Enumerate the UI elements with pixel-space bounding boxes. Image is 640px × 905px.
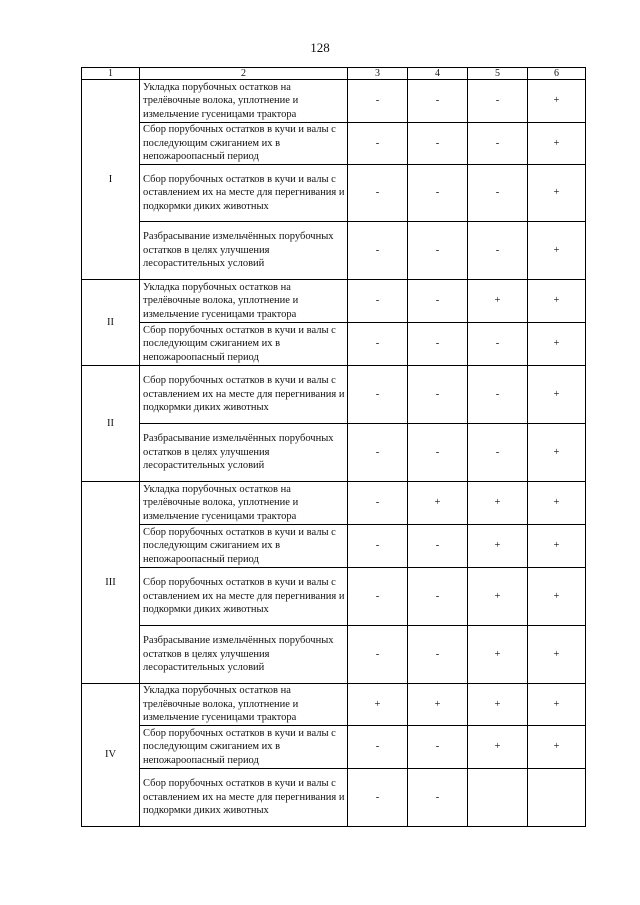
row-description: Сбор порубочных остатков в кучи и валы с оставлением их на месте для перегнивания и подкормки диких животных — [140, 769, 348, 827]
table-row — [82, 80, 586, 123]
group-label: III — [82, 482, 140, 684]
mark-cell — [528, 769, 586, 827]
mark-cell: - — [348, 165, 408, 222]
table-row — [82, 366, 586, 424]
mark-cell: - — [348, 80, 408, 123]
mark-cell: + — [468, 626, 528, 684]
mark-cell: + — [528, 222, 586, 280]
page-number: 128 — [310, 40, 330, 55]
column-header: 3 — [348, 68, 408, 80]
row-description: Сбор порубочных остатков в кучи и валы с оставлением их на месте для перегнивания и подкормки диких животных — [140, 165, 348, 222]
mark-cell: - — [468, 165, 528, 222]
column-header: 6 — [528, 68, 586, 80]
group-label: I — [82, 80, 140, 280]
mark-cell: - — [348, 769, 408, 827]
mark-cell: + — [348, 684, 408, 726]
mark-cell: + — [528, 323, 586, 366]
mark-cell: - — [348, 568, 408, 626]
mark-cell: - — [348, 424, 408, 482]
mark-cell: - — [408, 626, 468, 684]
mark-cell: - — [408, 222, 468, 280]
mark-cell: - — [408, 568, 468, 626]
mark-cell: - — [408, 424, 468, 482]
mark-cell: + — [528, 123, 586, 165]
table-row — [82, 424, 586, 482]
mark-cell: - — [348, 280, 408, 323]
mark-cell: + — [528, 80, 586, 123]
mark-cell: - — [348, 525, 408, 568]
table-row — [82, 726, 586, 769]
table-row — [82, 222, 586, 280]
mark-cell: - — [408, 123, 468, 165]
mark-cell: - — [408, 769, 468, 827]
table-row — [82, 123, 586, 165]
mark-cell: - — [408, 80, 468, 123]
row-description: Разбрасывание измельчённых порубочных остатков в целях улучшения лесорастительных условий — [140, 222, 348, 280]
mark-cell: + — [528, 165, 586, 222]
mark-cell: + — [468, 684, 528, 726]
mark-cell: - — [408, 366, 468, 424]
column-header: 5 — [468, 68, 528, 80]
mark-cell: - — [348, 323, 408, 366]
mark-cell: - — [408, 525, 468, 568]
mark-cell: - — [348, 482, 408, 525]
row-description: Укладка порубочных остатков на трелёвочные волока, уплотнение и измельчение гусеницами трактора — [140, 684, 348, 726]
mark-cell: + — [468, 568, 528, 626]
mark-cell: - — [348, 366, 408, 424]
mark-cell: + — [408, 684, 468, 726]
data-table — [81, 67, 586, 827]
mark-cell: - — [348, 123, 408, 165]
mark-cell: - — [348, 626, 408, 684]
row-description: Сбор порубочных остатков в кучи и валы с оставлением их на месте для перегнивания и подкормки диких животных — [140, 366, 348, 424]
mark-cell: + — [528, 626, 586, 684]
mark-cell: + — [528, 568, 586, 626]
mark-cell: - — [348, 726, 408, 769]
mark-cell: + — [528, 424, 586, 482]
group-label: II — [82, 366, 140, 482]
mark-cell: - — [348, 222, 408, 280]
row-description: Укладка порубочных остатков на трелёвочные волока, уплотнение и измельчение гусеницами трактора — [140, 80, 348, 123]
table-row — [82, 280, 586, 323]
mark-cell: + — [528, 726, 586, 769]
column-header: 4 — [408, 68, 468, 80]
mark-cell: - — [468, 123, 528, 165]
mark-cell: - — [408, 323, 468, 366]
mark-cell: + — [528, 366, 586, 424]
row-description: Сбор порубочных остатков в кучи и валы с оставлением их на месте для перегнивания и подкормки диких животных — [140, 568, 348, 626]
mark-cell: - — [408, 726, 468, 769]
row-description: Сбор порубочных остатков в кучи и валы с последующим сжиганием их в непожароопасный период — [140, 726, 348, 769]
mark-cell: - — [468, 222, 528, 280]
row-description: Сбор порубочных остатков в кучи и валы с последующим сжиганием их в непожароопасный период — [140, 323, 348, 366]
mark-cell: + — [408, 482, 468, 525]
mark-cell: + — [528, 482, 586, 525]
mark-cell: - — [408, 280, 468, 323]
row-description: Укладка порубочных остатков на трелёвочные волока, уплотнение и измельчение гусеницами трактора — [140, 482, 348, 525]
mark-cell: + — [468, 280, 528, 323]
row-description: Разбрасывание измельчённых порубочных остатков в целях улучшения лесорастительных условий — [140, 626, 348, 684]
mark-cell: - — [468, 424, 528, 482]
row-description: Сбор порубочных остатков в кучи и валы с последующим сжиганием их в непожароопасный период — [140, 123, 348, 165]
table-row — [82, 626, 586, 684]
row-description: Укладка порубочных остатков на трелёвочные волока, уплотнение и измельчение гусеницами трактора — [140, 280, 348, 323]
mark-cell: - — [468, 366, 528, 424]
table-header-row — [82, 68, 586, 80]
table-row — [82, 684, 586, 726]
mark-cell: + — [468, 482, 528, 525]
row-description: Разбрасывание измельчённых порубочных остатков в целях улучшения лесорастительных условий — [140, 424, 348, 482]
table-row — [82, 482, 586, 525]
table-row — [82, 568, 586, 626]
column-header: 2 — [140, 68, 348, 80]
mark-cell: - — [468, 80, 528, 123]
mark-cell: + — [528, 684, 586, 726]
column-header: 1 — [82, 68, 140, 80]
table-row — [82, 165, 586, 222]
mark-cell: + — [468, 525, 528, 568]
table-row — [82, 769, 586, 827]
group-label: II — [82, 280, 140, 366]
mark-cell: - — [408, 165, 468, 222]
row-description: Сбор порубочных остатков в кучи и валы с последующим сжиганием их в непожароопасный период — [140, 525, 348, 568]
table-row — [82, 323, 586, 366]
mark-cell: - — [468, 323, 528, 366]
group-label: IV — [82, 684, 140, 827]
mark-cell: + — [528, 525, 586, 568]
table-row — [82, 525, 586, 568]
mark-cell: + — [468, 726, 528, 769]
mark-cell — [468, 769, 528, 827]
mark-cell: + — [528, 280, 586, 323]
